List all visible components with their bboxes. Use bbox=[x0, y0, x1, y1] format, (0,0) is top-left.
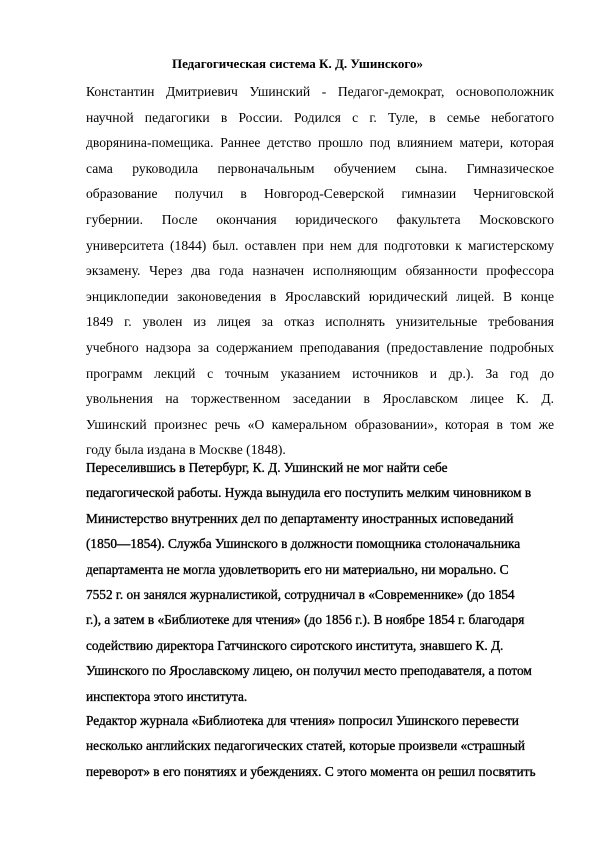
paragraph-line: (1850—1854). Служба Ушинского в должности помощника столоначальника bbox=[86, 536, 521, 552]
paragraph-line: педагогической работы. Нужда вынудила его поступить мелким чиновником в bbox=[86, 485, 532, 501]
paragraph-line: Ушинского по Ярославскому лицею, он получил место преподавателя, а потом bbox=[86, 663, 532, 679]
paragraph-line: губернии. После окончания юридического факультета Московского bbox=[86, 211, 554, 227]
paragraph-line: 7552 г. он занялся журналистикой, сотрудничал в «Современнике» (до 1854 bbox=[86, 586, 515, 602]
paragraph-line: Ушинский произнес речь «О камеральном образовании», которая в том же bbox=[86, 416, 554, 432]
paragraph-line: Редактор журнала «Библиотека для чтения» попросил Ушинского перевести bbox=[86, 713, 519, 728]
paragraph-line: Министерство внутренних дел по департаменту иностранных исповеданий bbox=[86, 510, 514, 526]
paragraph-line: программ лекций с точным указанием источников и др.). За год до bbox=[86, 365, 554, 381]
paragraph-line: образование получил в Новгород-Северской гимназии Черниговской bbox=[86, 186, 554, 202]
paragraph-line: переворот» в его понятиях и убеждениях. С этого момента он решил посвятить bbox=[86, 763, 536, 779]
paragraph-line: экзамену. Через два года назначен исполняющим обязанности профессора bbox=[86, 263, 554, 279]
paragraph-line: содействию директора Гатчинского сиротского института, знавшего К. Д. bbox=[86, 637, 504, 653]
paragraph-line: году была издана в Москве (1848). bbox=[86, 442, 286, 458]
paragraph-line: увольнения на торжественном заседании в Ярославском лицее К. Д. bbox=[86, 391, 554, 407]
paragraph-translation bbox=[86, 712, 554, 788]
paragraph-line: университета (1844) был. оставлен при нем для подготовки к магистерскому bbox=[86, 237, 554, 253]
document-title: Педагогическая система К. Д. Ушинского» bbox=[171, 56, 424, 71]
paragraph-line: научной педагогики в России. Родился с г. Туле, в семье небогатого bbox=[86, 109, 554, 125]
paragraph-line: инспектора этого института. bbox=[86, 688, 248, 704]
paragraph-line: Переселившись в Петербург, К. Д. Ушинский не мог найти себе bbox=[86, 460, 448, 475]
paragraph-line: энциклопедии законоведения в Ярославский юридический лицей. В конце bbox=[86, 288, 554, 304]
paragraph-line: Константин Дмитриевич Ушинский - Педагог-демократ, основоположник bbox=[86, 84, 554, 99]
paragraph-line: сама руководила первоначальным обучением сына. Гимназическое bbox=[86, 160, 554, 176]
paragraph-line: дворянина-помещика. Раннее детство прошло под влиянием матери, которая bbox=[86, 135, 554, 151]
paragraph-line: департамента не могла удовлетворить его ни материально, ни морально. С bbox=[86, 561, 509, 577]
paragraph-biography-early bbox=[86, 83, 554, 467]
paragraph-petersburg bbox=[86, 459, 554, 713]
paragraph-line: г.), а затем в «Библиотеке для чтения» (до 1856 г.). В ноябре 1854 г. благодаря bbox=[86, 612, 525, 628]
paragraph-line: несколько английских педагогических статей, которые произвели «страшный bbox=[86, 738, 525, 754]
paragraph-line: учебного надзора за содержанием преподавания (предоставление подробных bbox=[86, 339, 554, 355]
paragraph-line: 1849 г. уволен из лицея за отказ исполнять унизительные требования bbox=[86, 314, 554, 330]
